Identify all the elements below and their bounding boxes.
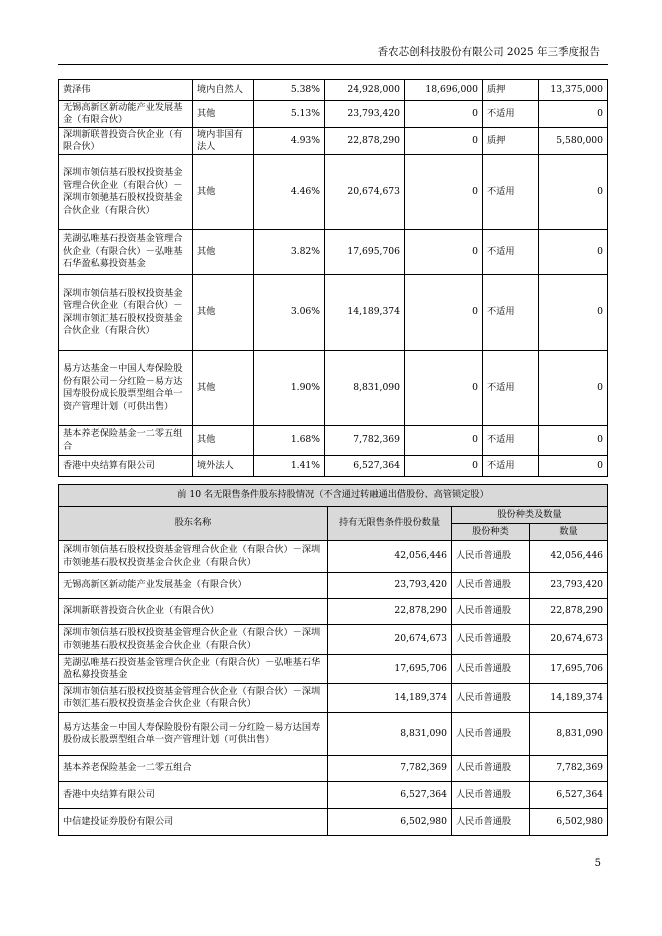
share-qty: 6,527,364 (530, 782, 608, 809)
table-row (59, 101, 608, 128)
table-row (59, 655, 608, 684)
pledge-status: 不适用 (483, 426, 539, 456)
share-qty: 14,189,374 (530, 684, 608, 713)
table-row (59, 426, 608, 456)
holding-ratio: 4.93% (254, 128, 325, 155)
shareholder-nature: 境内自然人 (193, 80, 254, 101)
pledge-status: 质押 (483, 80, 539, 101)
holding-ratio: 1.90% (254, 351, 325, 426)
table-row (59, 782, 608, 809)
table-row (59, 541, 608, 573)
pledge-status: 不适用 (483, 351, 539, 426)
table-section-title-row (59, 485, 608, 507)
holding-ratio: 1.41% (254, 456, 325, 477)
table-row (59, 128, 608, 155)
top10-shareholders-table (58, 79, 608, 477)
pledged-shares: 5,580,000 (539, 128, 608, 155)
unrestricted-count: 6,502,980 (328, 809, 452, 836)
shareholder-name: 香港中央结算有限公司 (59, 456, 193, 477)
shareholder-name: 深圳新联普投资合伙企业（有限合伙） (59, 128, 193, 155)
holding-shares: 20,674,673 (325, 155, 405, 230)
share-qty: 20,674,673 (530, 625, 608, 655)
shareholder-name: 基本养老保险基金一二零五组合 (59, 426, 193, 456)
table-row (59, 155, 608, 230)
pledged-shares: 0 (539, 155, 608, 230)
restricted-shares: 0 (405, 275, 483, 351)
share-qty: 6,502,980 (530, 809, 608, 836)
section-title: 前 10 名无限售条件股东持股情况（不含通过转融通出借股份、高管锁定股） (59, 485, 608, 507)
pledge-status: 不适用 (483, 456, 539, 477)
holding-ratio: 3.06% (254, 275, 325, 351)
holding-ratio: 1.68% (254, 426, 325, 456)
shareholder-nature: 境内非国有法人 (193, 128, 254, 155)
holding-ratio: 5.13% (254, 101, 325, 128)
holding-ratio: 3.82% (254, 230, 325, 275)
shareholder-name: 易方达基金－中国人寿保险股份有限公司－分红险－易方达国寿股份成长股票型组合单一资产管理计划（可供出售） (59, 351, 193, 426)
pledge-status: 不适用 (483, 275, 539, 351)
pledge-status: 不适用 (483, 155, 539, 230)
holding-shares: 14,189,374 (325, 275, 405, 351)
unrestricted-count: 6,527,364 (328, 782, 452, 809)
unrestricted-count: 7,782,369 (328, 756, 452, 782)
pledged-shares: 0 (539, 456, 608, 477)
share-qty: 23,793,420 (530, 573, 608, 599)
shareholder-name: 香港中央结算有限公司 (59, 782, 328, 809)
share-type: 人民币普通股 (452, 573, 530, 599)
pledged-shares: 0 (539, 275, 608, 351)
shareholder-nature: 其他 (193, 101, 254, 128)
holding-shares: 22,878,290 (325, 128, 405, 155)
pledged-shares: 0 (539, 101, 608, 128)
table-row (59, 713, 608, 756)
table-row (59, 573, 608, 599)
table-header-row (59, 507, 608, 524)
table-row (59, 80, 608, 101)
holding-ratio: 4.46% (254, 155, 325, 230)
unrestricted-count: 22,878,290 (328, 599, 452, 625)
unrestricted-count: 20,674,673 (328, 625, 452, 655)
shareholder-name: 深圳新联普投资合伙企业（有限合伙） (59, 599, 328, 625)
unrestricted-count: 8,831,090 (328, 713, 452, 756)
holding-shares: 24,928,000 (325, 80, 405, 101)
holding-shares: 23,793,420 (325, 101, 405, 128)
page-number: 5 (594, 858, 601, 869)
share-type: 人民币普通股 (452, 684, 530, 713)
shareholder-nature: 其他 (193, 351, 254, 426)
share-type: 人民币普通股 (452, 655, 530, 684)
page-header-title: 香农芯创科技股份有限公司 2025 年三季度报告 (377, 46, 600, 58)
table-row (59, 456, 608, 477)
restricted-shares: 0 (405, 426, 483, 456)
table-row (59, 275, 608, 351)
shareholder-name: 芜湖弘唯基石投资基金管理合伙企业（有限合伙）－弘唯基石华盈私募投资基金 (59, 655, 328, 684)
share-type: 人民币普通股 (452, 599, 530, 625)
shareholder-name: 无锡高新区新动能产业发展基金（有限合伙） (59, 101, 193, 128)
restricted-shares: 0 (405, 101, 483, 128)
shareholder-name: 深圳市领信基石股权投资基金管理合伙企业（有限合伙）－深圳市领驰基石股权投资基金合伙企业（有限合伙） (59, 625, 328, 655)
table-row (59, 230, 608, 275)
share-type: 人民币普通股 (452, 625, 530, 655)
share-type: 人民币普通股 (452, 713, 530, 756)
share-qty: 8,831,090 (530, 713, 608, 756)
unrestricted-count: 14,189,374 (328, 684, 452, 713)
restricted-shares: 18,696,000 (405, 80, 483, 101)
shareholder-name: 易方达基金－中国人寿保险股份有限公司－分红险－易方达国寿股份成长股票型组合单一资产管理计划（可供出售） (59, 713, 328, 756)
shareholder-name: 无锡高新区新动能产业发展基金（有限合伙） (59, 573, 328, 599)
unrestricted-count: 42,056,446 (328, 541, 452, 573)
shareholder-nature: 境外法人 (193, 456, 254, 477)
unrestricted-shareholders-table (58, 484, 608, 836)
shareholder-name: 深圳市领信基石股权投资基金管理合伙企业（有限合伙）－深圳市领汇基石股权投资基金合伙企业（有限合伙） (59, 684, 328, 713)
pledge-status: 不适用 (483, 230, 539, 275)
column-header-type: 股份种类 (452, 524, 530, 541)
shareholder-name: 深圳市领信基石股权投资基金管理合伙企业（有限合伙）－深圳市领驰基石股权投资基金合伙企业（有限合伙） (59, 155, 193, 230)
shareholder-name: 芜湖弘唯基石投资基金管理合伙企业（有限合伙）－弘唯基石华盈私募投资基金 (59, 230, 193, 275)
restricted-shares: 0 (405, 230, 483, 275)
unrestricted-count: 23,793,420 (328, 573, 452, 599)
pledged-shares: 0 (539, 230, 608, 275)
shareholder-nature: 其他 (193, 426, 254, 456)
pledge-status: 不适用 (483, 101, 539, 128)
shareholder-name: 黄泽伟 (59, 80, 193, 101)
header-divider (58, 64, 608, 65)
shareholder-name: 基本养老保险基金一二零五组合 (59, 756, 328, 782)
column-header-count: 持有无限售条件股份数量 (328, 507, 452, 541)
share-type: 人民币普通股 (452, 782, 530, 809)
table-row (59, 599, 608, 625)
column-header-type-group: 股份种类及数量 (452, 507, 608, 524)
share-type: 人民币普通股 (452, 541, 530, 573)
table-row (59, 684, 608, 713)
table-row (59, 625, 608, 655)
holding-ratio: 5.38% (254, 80, 325, 101)
restricted-shares: 0 (405, 128, 483, 155)
shareholder-nature: 其他 (193, 275, 254, 351)
restricted-shares: 0 (405, 456, 483, 477)
column-header-name: 股东名称 (59, 507, 328, 541)
pledge-status: 质押 (483, 128, 539, 155)
holding-shares: 8,831,090 (325, 351, 405, 426)
restricted-shares: 0 (405, 351, 483, 426)
pledged-shares: 0 (539, 351, 608, 426)
pledged-shares: 13,375,000 (539, 80, 608, 101)
shareholder-name: 深圳市领信基石股权投资基金管理合伙企业（有限合伙）－深圳市领驰基石股权投资基金合伙企业（有限合伙） (59, 541, 328, 573)
share-type: 人民币普通股 (452, 756, 530, 782)
column-header-qty: 数量 (530, 524, 608, 541)
table-row (59, 756, 608, 782)
unrestricted-count: 17,695,706 (328, 655, 452, 684)
holding-shares: 6,527,364 (325, 456, 405, 477)
holding-shares: 17,695,706 (325, 230, 405, 275)
share-qty: 17,695,706 (530, 655, 608, 684)
holding-shares: 7,782,369 (325, 426, 405, 456)
table-row (59, 351, 608, 426)
shareholder-nature: 其他 (193, 155, 254, 230)
pledged-shares: 0 (539, 426, 608, 456)
shareholder-name: 中信建投证券股份有限公司 (59, 809, 328, 836)
shareholder-nature: 其他 (193, 230, 254, 275)
restricted-shares: 0 (405, 155, 483, 230)
shareholder-name: 深圳市领信基石股权投资基金管理合伙企业（有限合伙）－深圳市领汇基石股权投资基金合伙企业（有限合伙） (59, 275, 193, 351)
share-qty: 7,782,369 (530, 756, 608, 782)
table-row (59, 809, 608, 836)
share-qty: 22,878,290 (530, 599, 608, 625)
share-type: 人民币普通股 (452, 809, 530, 836)
share-qty: 42,056,446 (530, 541, 608, 573)
